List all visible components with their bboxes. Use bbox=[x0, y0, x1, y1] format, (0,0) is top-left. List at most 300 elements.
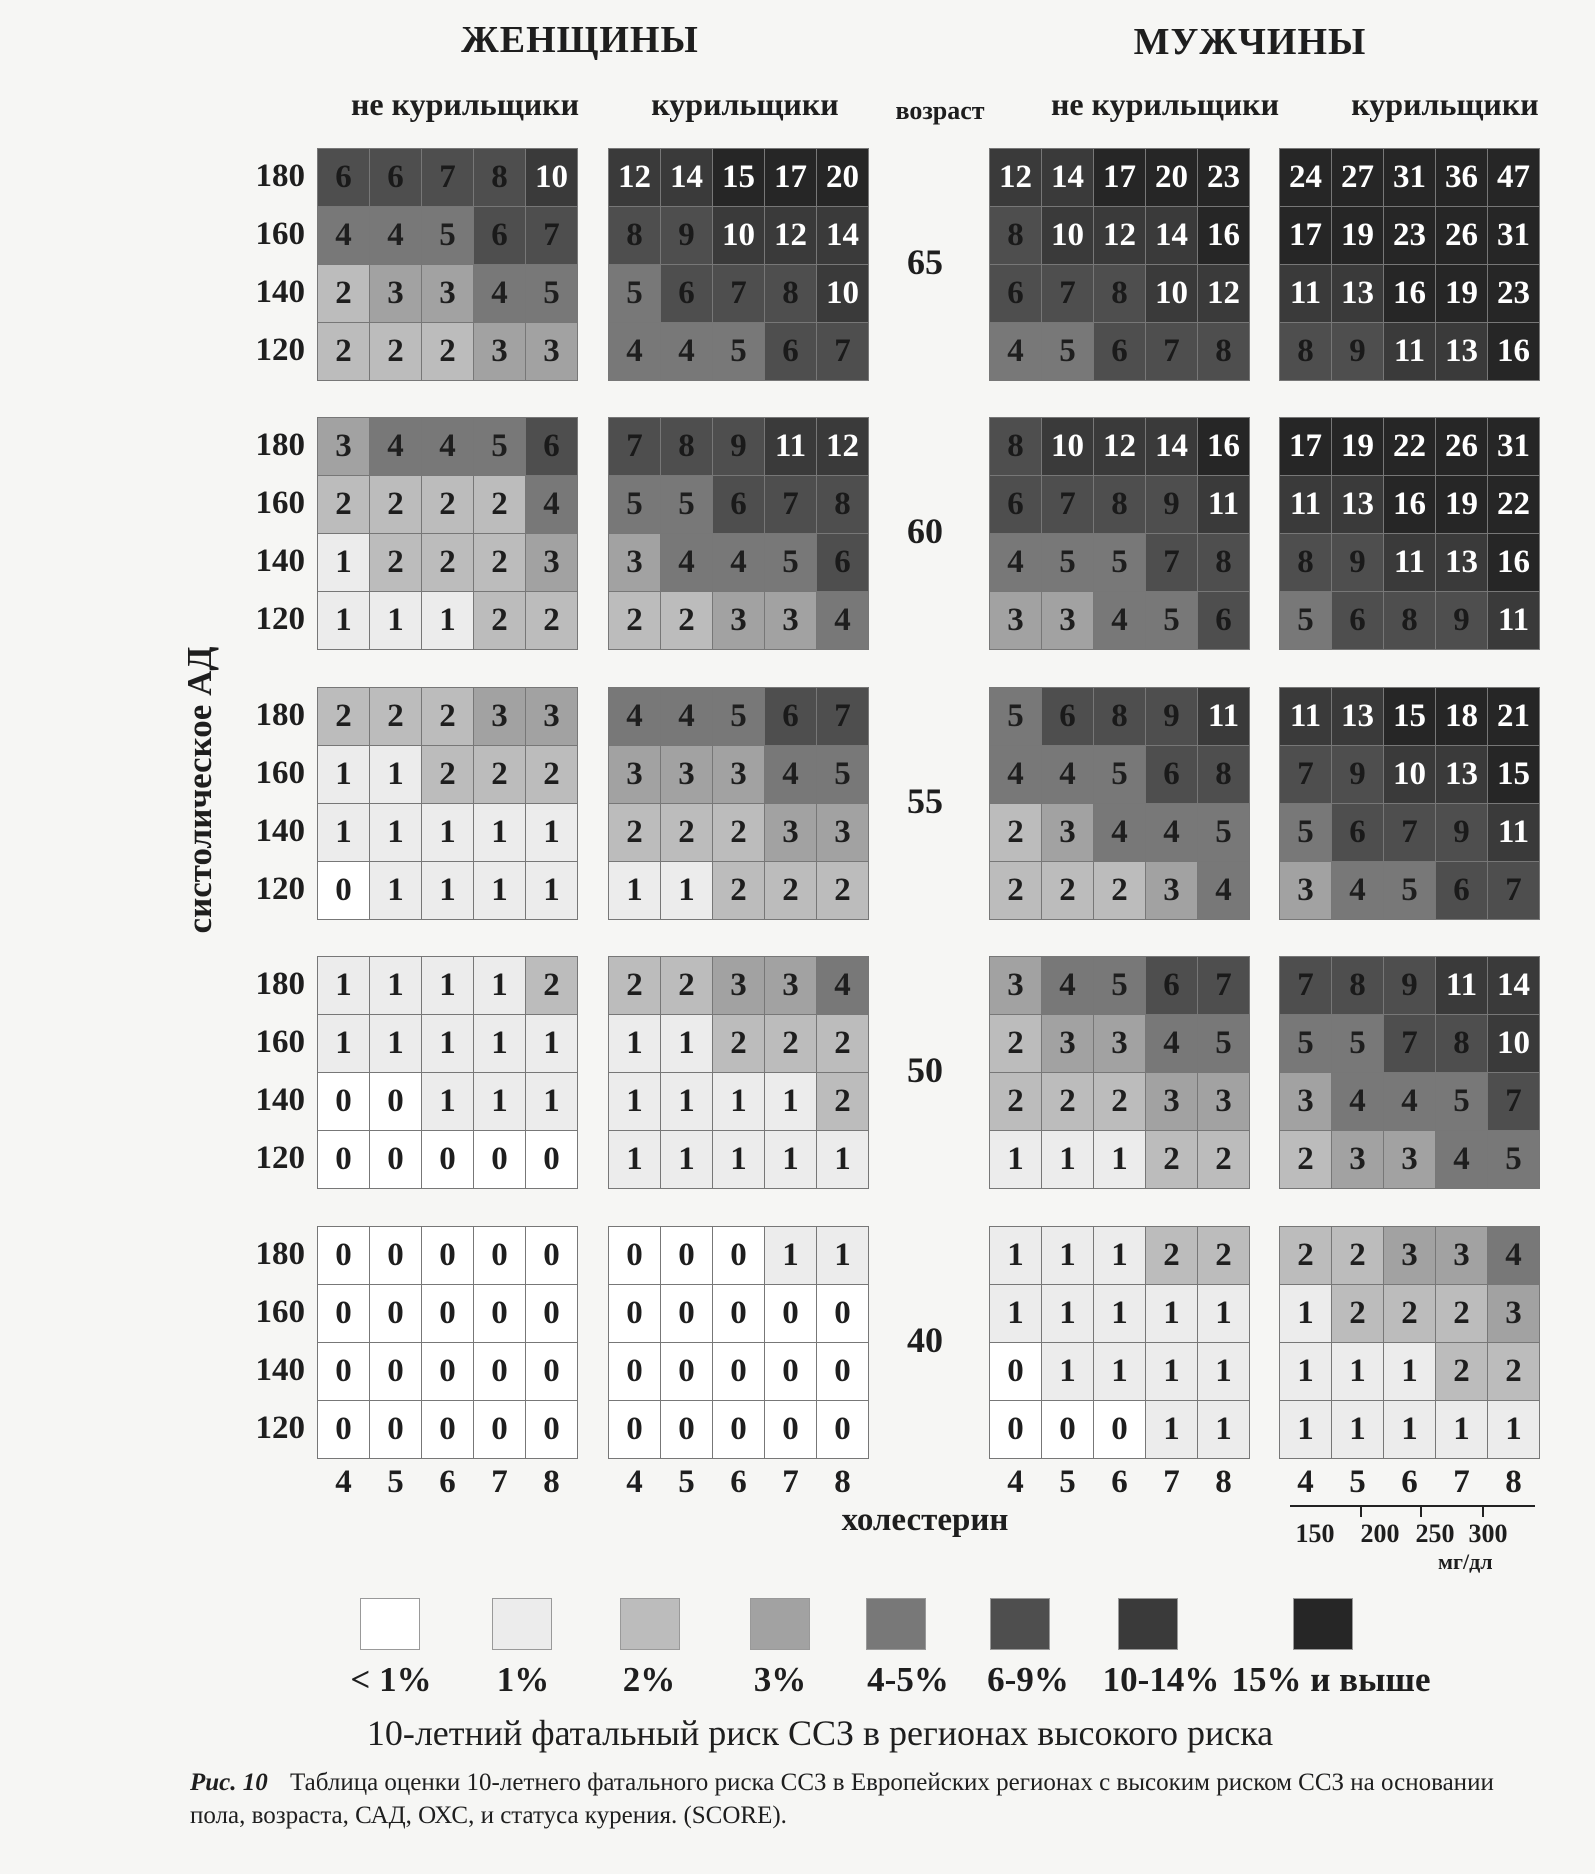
risk-cell: 2 bbox=[474, 746, 525, 803]
risk-cell: 1 bbox=[661, 1073, 712, 1130]
risk-cell: 6 bbox=[474, 207, 525, 264]
risk-cell: 0 bbox=[526, 1401, 577, 1458]
risk-cell: 7 bbox=[1280, 957, 1331, 1014]
risk-cell: 7 bbox=[1384, 804, 1435, 861]
risk-cell: 1 bbox=[1042, 1285, 1093, 1342]
risk-cell: 0 bbox=[370, 1401, 421, 1458]
legend-swatch bbox=[360, 1598, 420, 1650]
risk-cell: 3 bbox=[609, 746, 660, 803]
risk-cell: 0 bbox=[661, 1285, 712, 1342]
risk-cell: 0 bbox=[474, 1285, 525, 1342]
risk-cell: 13 bbox=[1436, 323, 1487, 380]
risk-cell: 5 bbox=[1436, 1073, 1487, 1130]
risk-cell: 4 bbox=[765, 746, 816, 803]
risk-cell: 11 bbox=[1436, 957, 1487, 1014]
risk-cell: 3 bbox=[1146, 1073, 1197, 1130]
risk-cell: 0 bbox=[526, 1227, 577, 1284]
women-nonsmoker-grid-age-60 bbox=[317, 417, 578, 650]
risk-cell: 8 bbox=[609, 207, 660, 264]
risk-cell: 10 bbox=[713, 207, 764, 264]
risk-cell: 3 bbox=[526, 688, 577, 745]
risk-cell: 0 bbox=[370, 1073, 421, 1130]
women-nonsmoker-grid-age-55 bbox=[317, 687, 578, 920]
bp-label: 120 bbox=[255, 332, 305, 368]
risk-cell: 0 bbox=[661, 1227, 712, 1284]
risk-cell: 1 bbox=[318, 592, 369, 649]
risk-cell: 6 bbox=[1146, 957, 1197, 1014]
risk-cell: 2 bbox=[422, 746, 473, 803]
risk-cell: 4 bbox=[1042, 746, 1093, 803]
risk-cell: 4 bbox=[609, 323, 660, 380]
risk-cell: 9 bbox=[1146, 476, 1197, 533]
legend-label: 15% и выше bbox=[1231, 1660, 1431, 1699]
risk-cell: 7 bbox=[609, 418, 660, 475]
risk-cell: 1 bbox=[474, 1015, 525, 1072]
risk-cell: 0 bbox=[370, 1131, 421, 1188]
risk-cell: 6 bbox=[1198, 592, 1249, 649]
risk-cell: 15 bbox=[1384, 688, 1435, 745]
risk-cell: 19 bbox=[1436, 265, 1487, 322]
women-smoker-grid-age-55 bbox=[608, 687, 869, 920]
risk-cell: 6 bbox=[1436, 862, 1487, 919]
risk-cell: 3 bbox=[474, 688, 525, 745]
risk-cell: 1 bbox=[1384, 1401, 1435, 1458]
risk-cell: 7 bbox=[1146, 534, 1197, 591]
risk-cell: 8 bbox=[474, 149, 525, 206]
risk-cell: 23 bbox=[1488, 265, 1539, 322]
risk-cell: 0 bbox=[422, 1285, 473, 1342]
risk-cell: 7 bbox=[1488, 1073, 1539, 1130]
bp-label: 140 bbox=[255, 1082, 305, 1118]
risk-cell: 1 bbox=[713, 1131, 764, 1188]
risk-cell: 0 bbox=[370, 1343, 421, 1400]
risk-cell: 8 bbox=[1198, 323, 1249, 380]
mgdl-axis-line bbox=[1290, 1505, 1535, 1507]
risk-cell: 9 bbox=[1332, 534, 1383, 591]
risk-cell: 3 bbox=[1436, 1227, 1487, 1284]
risk-cell: 2 bbox=[422, 476, 473, 533]
risk-cell: 2 bbox=[1198, 1131, 1249, 1188]
bp-label: 160 bbox=[255, 1294, 305, 1330]
risk-cell: 3 bbox=[1094, 1015, 1145, 1072]
risk-cell: 2 bbox=[817, 862, 868, 919]
risk-cell: 3 bbox=[370, 265, 421, 322]
risk-cell: 4 bbox=[1146, 804, 1197, 861]
bp-label: 120 bbox=[255, 871, 305, 907]
risk-cell: 13 bbox=[1436, 746, 1487, 803]
risk-cell: 7 bbox=[1488, 862, 1539, 919]
risk-cell: 2 bbox=[609, 804, 660, 861]
risk-cell: 2 bbox=[609, 957, 660, 1014]
risk-cell: 2 bbox=[422, 534, 473, 591]
cholesterol-tick-label: 4 bbox=[626, 1464, 643, 1500]
risk-cell: 5 bbox=[422, 207, 473, 264]
risk-cell: 7 bbox=[1146, 323, 1197, 380]
risk-cell: 4 bbox=[1332, 862, 1383, 919]
risk-cell: 9 bbox=[713, 418, 764, 475]
risk-cell: 8 bbox=[817, 476, 868, 533]
men-smokers-title: курильщики bbox=[1351, 86, 1539, 122]
risk-cell: 1 bbox=[1146, 1343, 1197, 1400]
risk-cell: 2 bbox=[990, 1073, 1041, 1130]
risk-cell: 13 bbox=[1332, 265, 1383, 322]
risk-cell: 0 bbox=[318, 1401, 369, 1458]
women-smoker-grid-age-65 bbox=[608, 148, 869, 381]
risk-cell: 2 bbox=[1436, 1285, 1487, 1342]
men-smoker-grid-age-50 bbox=[1279, 956, 1540, 1189]
risk-cell: 12 bbox=[765, 207, 816, 264]
risk-cell: 16 bbox=[1384, 476, 1435, 533]
bp-label: 180 bbox=[255, 1236, 305, 1272]
legend-label: 3% bbox=[753, 1660, 807, 1699]
risk-cell: 8 bbox=[1094, 476, 1145, 533]
risk-cell: 2 bbox=[318, 476, 369, 533]
risk-cell: 2 bbox=[765, 862, 816, 919]
cholesterol-tick-label: 5 bbox=[1349, 1464, 1366, 1500]
age-label: 60 bbox=[907, 511, 943, 551]
risk-cell: 8 bbox=[1094, 688, 1145, 745]
risk-cell: 0 bbox=[422, 1131, 473, 1188]
risk-cell: 3 bbox=[1332, 1131, 1383, 1188]
bp-label: 180 bbox=[255, 697, 305, 733]
risk-cell: 1 bbox=[609, 1015, 660, 1072]
risk-cell: 1 bbox=[422, 957, 473, 1014]
risk-cell: 6 bbox=[1332, 592, 1383, 649]
risk-cell: 4 bbox=[817, 592, 868, 649]
risk-cell: 3 bbox=[990, 957, 1041, 1014]
risk-cell: 7 bbox=[1198, 957, 1249, 1014]
risk-cell: 1 bbox=[1198, 1401, 1249, 1458]
mgdl-tick-label: 250 bbox=[1415, 1519, 1455, 1548]
risk-cell: 13 bbox=[1332, 476, 1383, 533]
risk-cell: 0 bbox=[318, 1131, 369, 1188]
risk-cell: 1 bbox=[1094, 1227, 1145, 1284]
risk-cell: 4 bbox=[990, 534, 1041, 591]
risk-cell: 9 bbox=[1436, 804, 1487, 861]
legend-swatch bbox=[866, 1598, 926, 1650]
risk-cell: 16 bbox=[1488, 534, 1539, 591]
risk-cell: 1 bbox=[1094, 1343, 1145, 1400]
risk-cell: 11 bbox=[1198, 476, 1249, 533]
risk-cell: 7 bbox=[765, 476, 816, 533]
women-title: ЖЕНЩИНЫ bbox=[461, 19, 699, 61]
risk-cell: 1 bbox=[318, 804, 369, 861]
risk-cell: 7 bbox=[1042, 265, 1093, 322]
risk-cell: 1 bbox=[422, 592, 473, 649]
risk-cell: 1 bbox=[370, 957, 421, 1014]
legend-label: < 1% bbox=[350, 1660, 432, 1699]
risk-cell: 15 bbox=[1488, 746, 1539, 803]
risk-cell: 17 bbox=[1280, 207, 1331, 264]
risk-cell: 3 bbox=[1042, 592, 1093, 649]
women-nonsmoker-grid-age-50 bbox=[317, 956, 578, 1189]
risk-cell: 1 bbox=[422, 804, 473, 861]
risk-cell: 3 bbox=[1384, 1227, 1435, 1284]
y-axis-title: систолическое АД bbox=[180, 646, 219, 934]
risk-cell: 4 bbox=[474, 265, 525, 322]
risk-cell: 1 bbox=[1332, 1343, 1383, 1400]
risk-cell: 5 bbox=[817, 746, 868, 803]
risk-cell: 5 bbox=[765, 534, 816, 591]
risk-cell: 11 bbox=[1384, 323, 1435, 380]
risk-cell: 1 bbox=[1198, 1343, 1249, 1400]
risk-cell: 0 bbox=[370, 1227, 421, 1284]
risk-cell: 4 bbox=[661, 534, 712, 591]
risk-cell: 12 bbox=[817, 418, 868, 475]
risk-cell: 2 bbox=[713, 862, 764, 919]
legend-swatch bbox=[492, 1598, 552, 1650]
risk-cell: 4 bbox=[1042, 957, 1093, 1014]
risk-cell: 3 bbox=[318, 418, 369, 475]
risk-cell: 2 bbox=[526, 746, 577, 803]
risk-cell: 1 bbox=[990, 1227, 1041, 1284]
legend-label: 6-9% bbox=[987, 1660, 1069, 1699]
risk-cell: 5 bbox=[1280, 592, 1331, 649]
risk-cell: 3 bbox=[713, 592, 764, 649]
women-non-smokers-title: не курильщики bbox=[350, 86, 580, 122]
risk-cell: 2 bbox=[526, 957, 577, 1014]
cholesterol-tick-label: 4 bbox=[335, 1464, 352, 1500]
women-nonsmoker-grid-age-40 bbox=[317, 1226, 578, 1459]
risk-cell: 0 bbox=[713, 1401, 764, 1458]
risk-cell: 2 bbox=[422, 688, 473, 745]
risk-cell: 4 bbox=[1094, 804, 1145, 861]
risk-cell: 0 bbox=[817, 1343, 868, 1400]
risk-cell: 11 bbox=[1280, 688, 1331, 745]
risk-cell: 10 bbox=[817, 265, 868, 322]
risk-cell: 3 bbox=[1384, 1131, 1435, 1188]
risk-cell: 4 bbox=[609, 688, 660, 745]
risk-cell: 3 bbox=[1198, 1073, 1249, 1130]
risk-cell: 0 bbox=[765, 1401, 816, 1458]
risk-cell: 3 bbox=[1280, 1073, 1331, 1130]
bp-label: 160 bbox=[255, 755, 305, 791]
bp-label: 120 bbox=[255, 1410, 305, 1446]
risk-cell: 11 bbox=[1198, 688, 1249, 745]
risk-cell: 2 bbox=[713, 1015, 764, 1072]
risk-cell: 3 bbox=[661, 746, 712, 803]
risk-cell: 27 bbox=[1332, 149, 1383, 206]
risk-cell: 14 bbox=[1042, 149, 1093, 206]
risk-cell: 4 bbox=[713, 534, 764, 591]
risk-cell: 1 bbox=[370, 1015, 421, 1072]
risk-cell: 1 bbox=[990, 1131, 1041, 1188]
bp-label: 160 bbox=[255, 485, 305, 521]
risk-cell: 1 bbox=[765, 1131, 816, 1188]
cholesterol-tick-label: 8 bbox=[1505, 1464, 1522, 1500]
risk-cell: 3 bbox=[422, 265, 473, 322]
risk-cell: 3 bbox=[1146, 862, 1197, 919]
risk-cell: 2 bbox=[370, 534, 421, 591]
risk-cell: 1 bbox=[526, 804, 577, 861]
women-smoker-grid-age-40 bbox=[608, 1226, 869, 1459]
risk-cell: 10 bbox=[1384, 746, 1435, 803]
risk-cell: 0 bbox=[318, 1227, 369, 1284]
mgdl-axis-tick bbox=[1482, 1505, 1484, 1517]
risk-cell: 0 bbox=[990, 1401, 1041, 1458]
risk-cell: 2 bbox=[1332, 1285, 1383, 1342]
bp-label: 180 bbox=[255, 158, 305, 194]
cholesterol-tick-label: 4 bbox=[1007, 1464, 1024, 1500]
mgdl-axis-tick bbox=[1420, 1505, 1422, 1517]
cholesterol-tick-label: 5 bbox=[387, 1464, 404, 1500]
risk-cell: 47 bbox=[1488, 149, 1539, 206]
risk-cell: 0 bbox=[817, 1401, 868, 1458]
cholesterol-tick-label: 6 bbox=[439, 1464, 456, 1500]
risk-cell: 21 bbox=[1488, 688, 1539, 745]
risk-cell: 3 bbox=[609, 534, 660, 591]
risk-cell: 5 bbox=[474, 418, 525, 475]
mgdl-axis bbox=[1290, 1505, 1535, 1585]
risk-cell: 2 bbox=[661, 957, 712, 1014]
risk-cell: 1 bbox=[1332, 1401, 1383, 1458]
risk-cell: 0 bbox=[713, 1227, 764, 1284]
risk-cell: 0 bbox=[609, 1401, 660, 1458]
risk-cell: 0 bbox=[661, 1343, 712, 1400]
cholesterol-tick-label: 5 bbox=[1059, 1464, 1076, 1500]
risk-cell: 1 bbox=[1042, 1227, 1093, 1284]
legend-label: 2% bbox=[622, 1660, 676, 1699]
risk-cell: 5 bbox=[1042, 534, 1093, 591]
risk-cell: 17 bbox=[1094, 149, 1145, 206]
risk-cell: 6 bbox=[1146, 746, 1197, 803]
risk-cell: 17 bbox=[1280, 418, 1331, 475]
men-nonsmoker-grid-age-55 bbox=[989, 687, 1250, 920]
mgdl-tick-label: 200 bbox=[1360, 1519, 1400, 1548]
risk-cell: 11 bbox=[1384, 534, 1435, 591]
risk-cell: 0 bbox=[713, 1285, 764, 1342]
cholesterol-tick-label: 8 bbox=[543, 1464, 560, 1500]
risk-cell: 7 bbox=[1384, 1015, 1435, 1072]
risk-cell: 4 bbox=[1384, 1073, 1435, 1130]
risk-cell: 0 bbox=[422, 1227, 473, 1284]
risk-cell: 2 bbox=[609, 592, 660, 649]
risk-cell: 4 bbox=[1332, 1073, 1383, 1130]
risk-cell: 2 bbox=[661, 592, 712, 649]
risk-cell: 5 bbox=[1094, 957, 1145, 1014]
age-label: 50 bbox=[907, 1050, 943, 1090]
risk-cell: 1 bbox=[1094, 1131, 1145, 1188]
bp-label: 140 bbox=[255, 274, 305, 310]
risk-cell: 4 bbox=[1094, 592, 1145, 649]
risk-cell: 5 bbox=[990, 688, 1041, 745]
risk-cell: 10 bbox=[1146, 265, 1197, 322]
risk-cell: 4 bbox=[318, 207, 369, 264]
risk-cell: 3 bbox=[1280, 862, 1331, 919]
risk-cell: 9 bbox=[1146, 688, 1197, 745]
risk-cell: 4 bbox=[1146, 1015, 1197, 1072]
risk-cell: 2 bbox=[474, 534, 525, 591]
risk-cell: 5 bbox=[1042, 323, 1093, 380]
risk-cell: 6 bbox=[990, 476, 1041, 533]
risk-cell: 1 bbox=[1146, 1401, 1197, 1458]
risk-cell: 14 bbox=[1146, 418, 1197, 475]
risk-cell: 31 bbox=[1488, 418, 1539, 475]
risk-cell: 1 bbox=[1042, 1343, 1093, 1400]
legend-swatch bbox=[750, 1598, 810, 1650]
women-smokers-title: курильщики bbox=[651, 86, 839, 122]
risk-cell: 10 bbox=[526, 149, 577, 206]
men-smoker-grid-age-55 bbox=[1279, 687, 1540, 920]
risk-cell: 1 bbox=[370, 862, 421, 919]
risk-cell: 1 bbox=[609, 862, 660, 919]
bp-label: 140 bbox=[255, 543, 305, 579]
men-non-smokers-title: не курильщики bbox=[1050, 86, 1280, 122]
cholesterol-tick-label: 7 bbox=[1163, 1464, 1180, 1500]
men-title: МУЖЧИНЫ bbox=[1133, 21, 1367, 63]
risk-cell: 2 bbox=[817, 1015, 868, 1072]
risk-cell: 6 bbox=[526, 418, 577, 475]
risk-cell: 6 bbox=[661, 265, 712, 322]
bp-label: 180 bbox=[255, 427, 305, 463]
risk-cell: 0 bbox=[422, 1401, 473, 1458]
risk-cell: 1 bbox=[422, 1015, 473, 1072]
cholesterol-tick-label: 5 bbox=[678, 1464, 695, 1500]
figure-caption bbox=[190, 1766, 1530, 1832]
risk-cell: 8 bbox=[990, 207, 1041, 264]
legend-swatch bbox=[990, 1598, 1050, 1650]
risk-cell: 5 bbox=[1280, 1015, 1331, 1072]
men-nonsmoker-grid-age-65 bbox=[989, 148, 1250, 381]
risk-cell: 4 bbox=[1436, 1131, 1487, 1188]
risk-cell: 1 bbox=[526, 862, 577, 919]
risk-cell: 0 bbox=[1094, 1401, 1145, 1458]
risk-cell: 3 bbox=[765, 804, 816, 861]
risk-cell: 1 bbox=[1146, 1285, 1197, 1342]
bp-label: 120 bbox=[255, 601, 305, 637]
risk-cell: 11 bbox=[1280, 476, 1331, 533]
risk-cell: 2 bbox=[765, 1015, 816, 1072]
risk-cell: 0 bbox=[661, 1401, 712, 1458]
risk-cell: 14 bbox=[1488, 957, 1539, 1014]
risk-cell: 19 bbox=[1332, 418, 1383, 475]
risk-cell: 4 bbox=[1488, 1227, 1539, 1284]
risk-cell: 1 bbox=[661, 1131, 712, 1188]
risk-cell: 8 bbox=[1198, 534, 1249, 591]
risk-cell: 0 bbox=[474, 1227, 525, 1284]
men-nonsmoker-grid-age-50 bbox=[989, 956, 1250, 1189]
cholesterol-tick-label: 6 bbox=[1401, 1464, 1418, 1500]
bp-label: 180 bbox=[255, 966, 305, 1002]
risk-cell: 7 bbox=[422, 149, 473, 206]
risk-cell: 1 bbox=[609, 1073, 660, 1130]
risk-cell: 8 bbox=[661, 418, 712, 475]
mgdl-tick-label: 300 bbox=[1468, 1519, 1508, 1548]
risk-cell: 2 bbox=[661, 804, 712, 861]
risk-cell: 7 bbox=[817, 323, 868, 380]
risk-cell: 19 bbox=[1436, 476, 1487, 533]
cholesterol-tick-label: 8 bbox=[1215, 1464, 1232, 1500]
risk-cell: 5 bbox=[609, 265, 660, 322]
risk-cell: 12 bbox=[1198, 265, 1249, 322]
risk-cell: 2 bbox=[1146, 1131, 1197, 1188]
risk-cell: 1 bbox=[422, 862, 473, 919]
risk-cell: 6 bbox=[990, 265, 1041, 322]
risk-cell: 0 bbox=[318, 1073, 369, 1130]
risk-cell: 7 bbox=[1280, 746, 1331, 803]
risk-cell: 9 bbox=[1384, 957, 1435, 1014]
risk-cell: 0 bbox=[990, 1343, 1041, 1400]
risk-cell: 5 bbox=[526, 265, 577, 322]
risk-cell: 15 bbox=[713, 149, 764, 206]
cholesterol-tick-label: 7 bbox=[491, 1464, 508, 1500]
risk-cell: 3 bbox=[526, 323, 577, 380]
risk-cell: 8 bbox=[1198, 746, 1249, 803]
risk-cell: 4 bbox=[817, 957, 868, 1014]
legend-swatch bbox=[1118, 1598, 1178, 1650]
risk-cell: 0 bbox=[609, 1343, 660, 1400]
risk-cell: 1 bbox=[1280, 1343, 1331, 1400]
